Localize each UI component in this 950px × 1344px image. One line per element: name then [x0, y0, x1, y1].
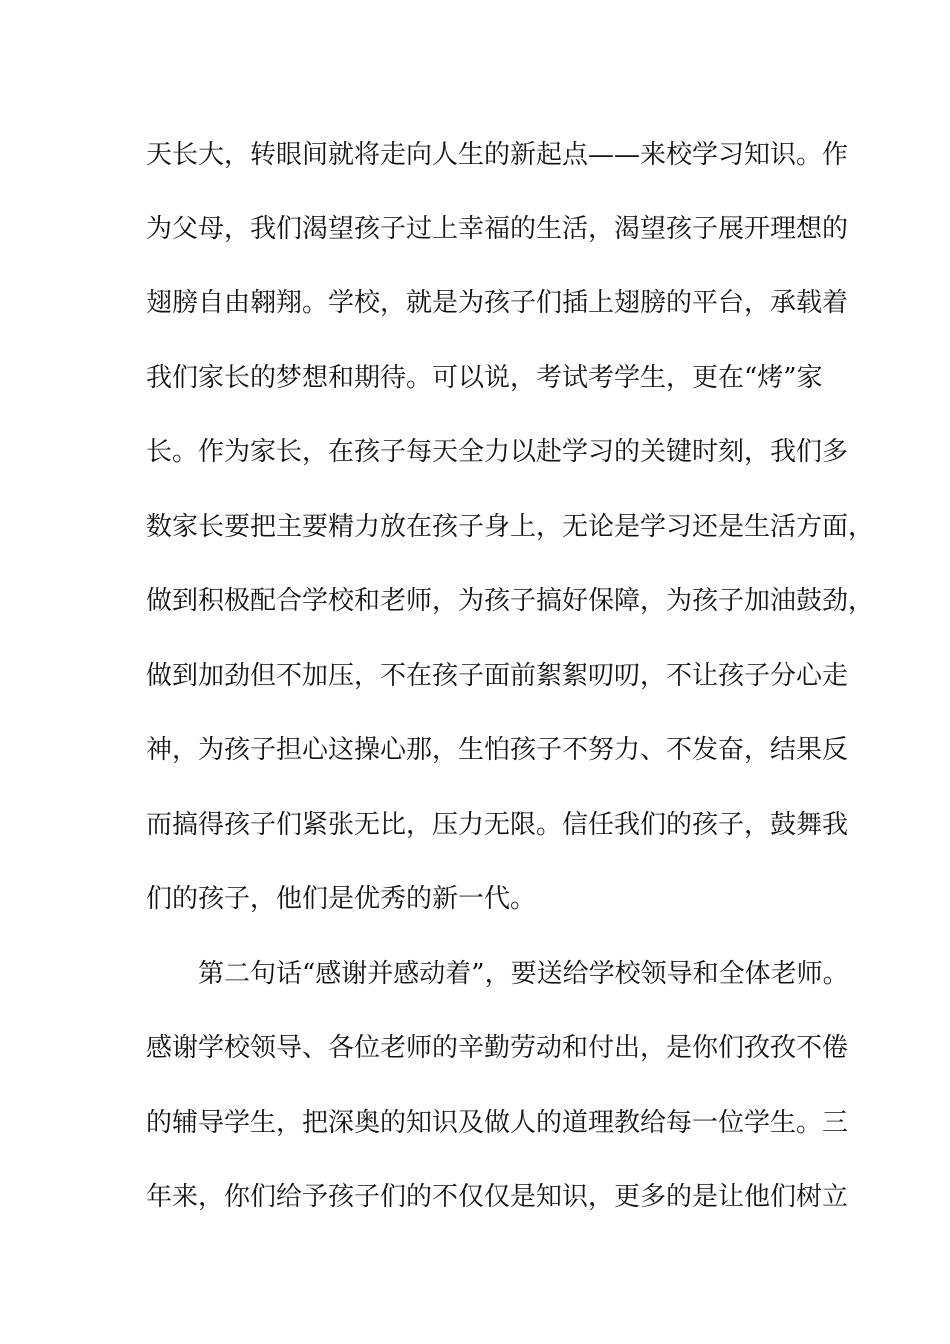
text-line: 天长大，转眼间就将走向人生的新起点——来校学习知识。作 [146, 140, 849, 170]
text-line: 的辅导学生，把深奥的知识及做人的道理教给每一位学生。三 [146, 1108, 849, 1138]
paragraph-start-line: 第二句话“感谢并感动着”，要送给学校领导和全体老师。 [146, 959, 849, 989]
text-line: 做到积极配合学校和老师，为孩子搞好保障，为孩子加油鼓劲， [146, 586, 875, 616]
text-line: 翅膀自由翱翔。学校，就是为孩子们插上翅膀的平台，承载着 [146, 288, 849, 318]
text-line: 做到加劲但不加压，不在孩子面前絮絮叨叨，不让孩子分心走 [146, 661, 849, 691]
text-line: 感谢学校领导、各位老师的辛勤劳动和付出，是你们孜孜不倦 [146, 1033, 849, 1063]
text-line: 年来，你们给予孩子们的不仅仅是知识，更多的是让他们树立 [146, 1182, 849, 1212]
text-line: 们的孩子，他们是优秀的新一代。 [146, 884, 537, 914]
text-line: 我们家长的梦想和期待。可以说，考试考学生，更在“烤”家 [146, 363, 823, 393]
text-line: 长。作为家长，在孩子每天全力以赴学习的关键时刻，我们多 [146, 437, 849, 467]
text-line: 神，为孩子担心这操心那，生怕孩子不努力、不发奋，结果反 [146, 735, 849, 765]
text-line: 数家长要把主要精力放在孩子身上，无论是学习还是生活方面， [146, 512, 875, 542]
text-line: 而搞得孩子们紧张无比，压力无限。信任我们的孩子，鼓舞我 [146, 810, 849, 840]
text-line: 为父母，我们渴望孩子过上幸福的生活，渴望孩子展开理想的 [146, 214, 849, 244]
